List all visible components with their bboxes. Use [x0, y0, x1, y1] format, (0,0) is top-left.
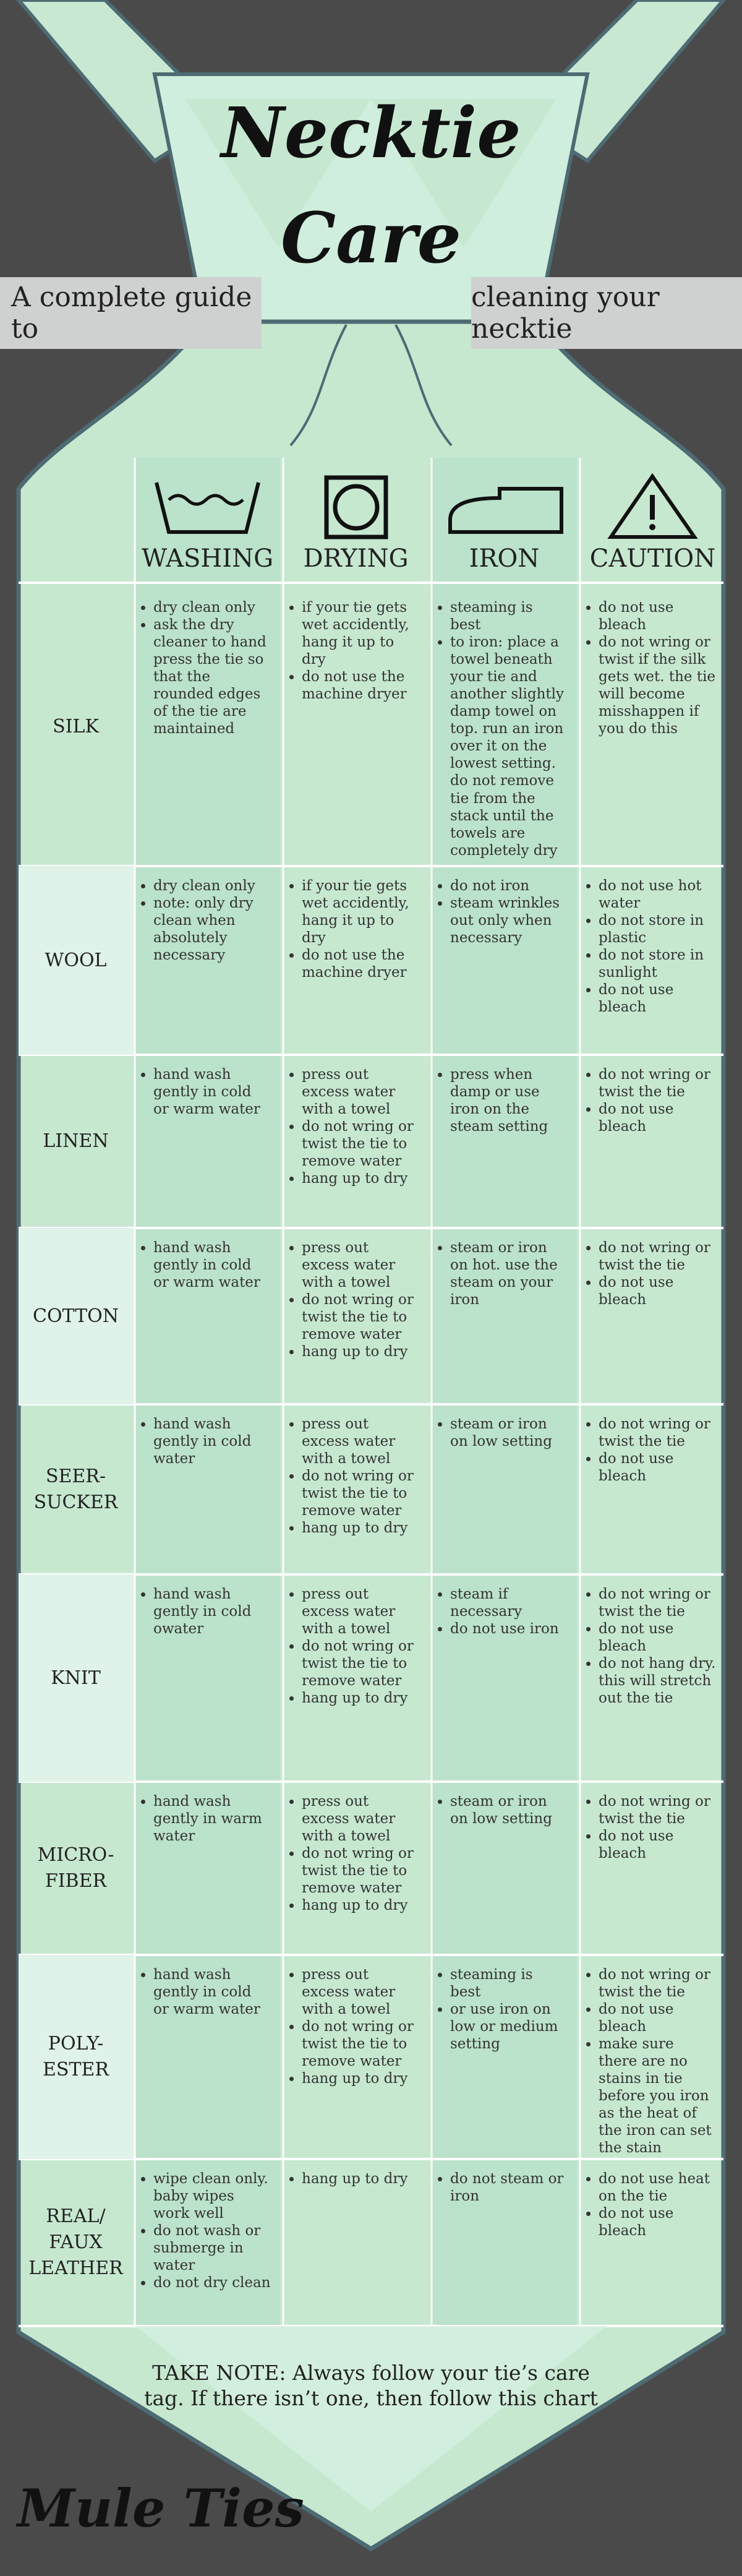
care-cell-drying — [288, 1793, 419, 1914]
fabric-label-line: LEATHER — [28, 2257, 123, 2279]
care-instructions-list — [437, 1239, 568, 1308]
care-instruction: • steam if necessary — [450, 1586, 568, 1620]
care-instruction: • hand wash gently in warm water — [153, 1793, 271, 1845]
fabric-label-line: MICRO- — [37, 1844, 114, 1866]
fabric-label-line: FAUX — [49, 2231, 103, 2253]
care-instructions-list — [288, 1239, 419, 1360]
care-instructions-list — [585, 1415, 716, 1485]
fabric-label-line: POLY- — [48, 2033, 104, 2054]
care-cell-drying — [288, 1966, 419, 2087]
care-instruction: • press out excess water with a towel — [302, 1415, 419, 1467]
care-cell-washing — [140, 1239, 271, 1291]
care-instructions-list — [585, 1239, 716, 1308]
care-instruction: • press out excess water with a towel — [302, 1066, 419, 1118]
care-instructions-list — [437, 1966, 568, 2053]
care-instruction: • do not store in sunlight — [599, 947, 716, 981]
brand-logo: Mule Ties — [17, 2478, 304, 2539]
title-line-2: Care — [281, 198, 461, 279]
care-instructions-list — [288, 877, 419, 981]
care-cell-drying — [288, 1066, 419, 1187]
care-cell-iron — [437, 599, 568, 859]
care-instruction: • do not wring or twist the tie to remove water — [302, 1845, 419, 1897]
care-instruction: • press out excess water with a towel — [302, 1793, 419, 1845]
care-cell-caution — [585, 1586, 716, 1707]
care-cell-caution — [585, 1415, 716, 1485]
care-instruction: • do not wring or twist the tie — [599, 1239, 716, 1274]
care-instruction: • hang up to dry — [302, 1343, 419, 1360]
care-instructions-list — [585, 599, 716, 737]
care-instructions-list — [437, 1793, 568, 1827]
fabric-label — [19, 714, 133, 740]
care-cell-washing — [140, 1793, 271, 1845]
care-instructions-list — [437, 1415, 568, 1450]
care-cell-washing — [140, 1586, 271, 1638]
care-instruction: • hand wash gently in cold owater — [153, 1586, 271, 1638]
care-instruction: • do not use iron — [450, 1620, 568, 1638]
care-instructions-list — [437, 877, 568, 947]
care-instruction: • hand wash gently in cold water — [153, 1415, 271, 1467]
care-instruction: • do not wring or twist the tie — [599, 1966, 716, 2001]
care-instruction: • hang up to dry — [302, 2070, 419, 2087]
care-cell-caution — [585, 877, 716, 1016]
care-instruction: • do not use the machine dryer — [302, 668, 419, 703]
care-instruction: • press out excess water with a towel — [302, 1966, 419, 2018]
banner-left-text: A complete guide to — [11, 281, 252, 345]
care-instruction: • do not wring or twist the tie — [599, 1586, 716, 1620]
care-instructions-list — [585, 1966, 716, 2157]
care-cell-washing — [140, 599, 271, 737]
care-instruction: • press out excess water with a towel — [302, 1239, 419, 1291]
care-instruction: • if your tie gets wet accidently, hang it up to dry — [302, 877, 419, 947]
care-cell-iron — [437, 877, 568, 947]
washing-basin-icon — [135, 470, 280, 544]
warning-triangle-icon — [580, 470, 725, 544]
care-cell-caution — [585, 1966, 716, 2157]
banner-right-text: cleaning your necktie — [471, 281, 660, 345]
care-instruction: • do not wring or twist the tie to remove water — [302, 1638, 419, 1689]
fabric-label — [19, 2031, 133, 2083]
care-instructions-list — [140, 1793, 271, 1845]
care-instructions-list — [288, 1415, 419, 1537]
banner-right — [471, 277, 742, 349]
care-instruction: • to iron: place a towel beneath your tie and another slightly damp towel on top. run an iron over it on the lowest setting. do not remove tie from the stack until the towels are completely dry — [450, 633, 568, 859]
banner-left — [0, 277, 262, 349]
care-cell-drying — [288, 1415, 419, 1537]
care-instructions-list — [288, 1586, 419, 1707]
fabric-label-line: LINEN — [43, 1130, 109, 1152]
care-instruction: • do not use bleach — [599, 2001, 716, 2035]
fabric-label — [19, 1303, 133, 1329]
care-instruction: • note: only dry clean when absolutely necessary — [153, 895, 271, 964]
care-instruction: • ask the dry cleaner to hand press the tie so that the rounded edges of the tie are maintained — [153, 616, 271, 737]
care-instruction: • do not wring or twist the tie to remove water — [302, 1467, 419, 1519]
care-instruction: • do not use bleach — [599, 1101, 716, 1135]
care-instruction: • steam or iron on low setting — [450, 1415, 568, 1450]
care-instruction: • do not wash or submerge in water — [153, 2222, 271, 2274]
care-cell-iron — [437, 1793, 568, 1827]
care-cell-drying — [288, 599, 419, 703]
care-instructions-list — [437, 599, 568, 859]
care-instruction: • do not use bleach — [599, 599, 716, 633]
care-instructions-list — [585, 1793, 716, 1862]
care-instruction: • dry clean only — [153, 599, 271, 616]
fabric-label — [19, 1842, 133, 1894]
care-instructions-list — [288, 1066, 419, 1187]
care-instruction: • do not wring or twist if the silk gets wet. the tie will become misshappen if you do this — [599, 633, 716, 737]
header-divider — [19, 582, 723, 584]
fabric-label — [19, 1464, 133, 1516]
tumble-dry-icon — [283, 470, 429, 544]
care-instruction: • steam wrinkles out only when necessary — [450, 895, 568, 947]
care-instruction: • steaming is best — [450, 599, 568, 633]
care-instruction: • do not store in plastic — [599, 912, 716, 947]
care-instruction: • press out excess water with a towel — [302, 1586, 419, 1638]
care-instructions-list — [437, 2170, 568, 2205]
care-cell-caution — [585, 1239, 716, 1308]
care-instruction: • do not dry clean — [153, 2274, 271, 2291]
care-instructions-list — [585, 1586, 716, 1707]
care-instruction: • do not use bleach — [599, 1450, 716, 1485]
iron-icon — [432, 470, 577, 544]
care-instructions-list — [585, 2170, 716, 2239]
care-instruction: • wipe clean only. baby wipes work well — [153, 2170, 271, 2222]
care-instructions-list — [437, 1066, 568, 1135]
care-cell-washing — [140, 1415, 271, 1467]
care-instruction: • do not use hot water — [599, 877, 716, 912]
care-instruction: • press when damp or use iron on the steam setting — [450, 1066, 568, 1135]
care-instruction: • do not wring or twist the tie — [599, 1415, 716, 1450]
take-note: TAKE NOTE: Always follow your tie’s care tag. If there isn’t one, then follow this chart — [144, 2361, 598, 2411]
fabric-label-line: WOOL — [45, 949, 107, 971]
care-cell-drying — [288, 1586, 419, 1707]
care-cell-washing — [140, 877, 271, 964]
care-instructions-list — [288, 1793, 419, 1914]
fabric-label-line: REAL/ — [46, 2205, 106, 2227]
care-instructions-list — [140, 877, 271, 964]
fabric-label-line: SEER- — [45, 1465, 106, 1487]
care-instruction: • do not wring or twist the tie to remove water — [302, 1291, 419, 1343]
care-instruction: • or use iron on low or medium setting — [450, 2001, 568, 2053]
care-instructions-list — [140, 1415, 271, 1467]
care-instruction: • hand wash gently in cold or warm water — [153, 1239, 271, 1291]
care-instruction: • steaming is best — [450, 1966, 568, 2001]
care-instruction: • hand wash gently in cold or warm water — [153, 1966, 271, 2018]
care-instructions-list — [140, 2170, 271, 2291]
care-cell-caution — [585, 1793, 716, 1862]
care-instructions-list — [140, 599, 271, 737]
care-cell-iron — [437, 1415, 568, 1450]
care-instruction: • hang up to dry — [302, 1519, 419, 1537]
fabric-label — [19, 1665, 133, 1691]
care-instructions-list — [288, 1966, 419, 2087]
fabric-label — [19, 948, 133, 974]
care-instruction: • do not wring or twist the tie — [599, 1793, 716, 1827]
care-instructions-list — [585, 877, 716, 1016]
care-instruction: • do not use the machine dryer — [302, 947, 419, 981]
care-instruction: • hang up to dry — [302, 1689, 419, 1707]
care-instructions-list — [288, 2170, 419, 2187]
care-instruction: • do not wring or twist the tie to remove water — [302, 1118, 419, 1170]
care-instruction: • steam or iron on hot. use the steam on your iron — [450, 1239, 568, 1308]
care-instructions-list — [140, 1239, 271, 1291]
care-cell-drying — [288, 1239, 419, 1360]
care-cell-caution — [585, 1066, 716, 1135]
fabric-label-line: ESTER — [43, 2059, 109, 2080]
care-instruction: • do not use bleach — [599, 1620, 716, 1655]
care-instructions-list — [437, 1586, 568, 1638]
care-instruction: • do not use bleach — [599, 1827, 716, 1862]
care-instructions-list — [288, 599, 419, 703]
care-instruction: • steam or iron on low setting — [450, 1793, 568, 1827]
care-cell-iron — [437, 1066, 568, 1135]
column-header-iron: IRON — [469, 544, 540, 573]
column-header-caution: CAUTION — [589, 544, 716, 573]
care-instruction: • do not wring or twist the tie — [599, 1066, 716, 1101]
care-instructions-list — [585, 1066, 716, 1135]
care-cell-iron — [437, 1586, 568, 1638]
column-header-washing: WASHING — [141, 544, 274, 573]
fabric-label — [19, 1128, 133, 1154]
care-instruction: • do not wring or twist the tie to remove water — [302, 2018, 419, 2070]
title-line-1: Necktie — [221, 93, 521, 174]
care-cell-drying — [288, 2170, 419, 2187]
care-instructions-list — [140, 1966, 271, 2018]
care-instruction: • do not use bleach — [599, 2205, 716, 2239]
care-instruction: • do not iron — [450, 877, 568, 895]
care-instruction: • if your tie gets wet accidently, hang it up to dry — [302, 599, 419, 668]
care-cell-washing — [140, 2170, 271, 2291]
fabric-label-line: FIBER — [45, 1870, 107, 1892]
care-cell-iron — [437, 1239, 568, 1308]
fabric-label-line: COTTON — [33, 1305, 119, 1327]
care-instructions-list — [140, 1586, 271, 1638]
care-instruction: • hang up to dry — [302, 1170, 419, 1187]
care-instruction: • do not use bleach — [599, 981, 716, 1016]
care-cell-washing — [140, 1966, 271, 2018]
fabric-label-line: KNIT — [51, 1667, 101, 1689]
care-cell-caution — [585, 599, 716, 737]
fabric-label-line: SILK — [53, 716, 99, 737]
care-instruction: • hang up to dry — [302, 1897, 419, 1914]
care-instruction: • do not steam or iron — [450, 2170, 568, 2205]
care-instruction: • dry clean only — [153, 877, 271, 895]
care-cell-iron — [437, 2170, 568, 2205]
fabric-label-line: SUCKER — [33, 1491, 118, 1513]
care-cell-iron — [437, 1966, 568, 2053]
care-cell-drying — [288, 877, 419, 981]
care-instruction: • do not use heat on the tie — [599, 2170, 716, 2205]
care-instruction: • do not use bleach — [599, 1274, 716, 1308]
care-instruction: • make sure there are no stains in tie before you iron as the heat of the iron can set the stain — [599, 2035, 716, 2157]
care-instruction: • hang up to dry — [302, 2170, 419, 2187]
fabric-label — [19, 2204, 133, 2282]
care-cell-washing — [140, 1066, 271, 1118]
care-cell-caution — [585, 2170, 716, 2239]
column-header-drying: DRYING — [303, 544, 409, 573]
care-instruction: • hand wash gently in cold or warm water — [153, 1066, 271, 1118]
column-shade-washing — [135, 458, 280, 2326]
care-instructions-list — [140, 1066, 271, 1118]
care-instruction: • do not hang dry. this will stretch out the tie — [599, 1655, 716, 1707]
